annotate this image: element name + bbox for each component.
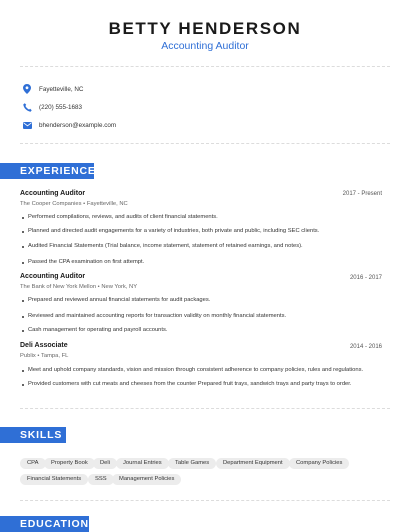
skill-chip: Table Games bbox=[168, 458, 216, 469]
job-company-line: The Bank of New York Mellon • New York, NY bbox=[20, 284, 138, 290]
contact-email bbox=[22, 119, 116, 131]
contact-phone bbox=[22, 101, 82, 113]
job-dates: 2014 - 2016 bbox=[349, 344, 382, 350]
job-bullet: Planned and directed audit engagements for a variety of industries, both private and public, including SEC clients. bbox=[28, 228, 320, 234]
email-icon bbox=[22, 120, 32, 130]
job-bullet: Provided customers with cut meats and cheeses from the counter Prepared fruit trays, sandwich trays and party trays to order. bbox=[28, 381, 352, 387]
job-bullet: Performed compilations, reviews, and audits of client financial statements. bbox=[28, 214, 218, 220]
job-bullet: Meet and uphold company standards, vision and mission through consistent adherence to company policies, rules and regulations. bbox=[28, 367, 364, 373]
divider bbox=[20, 500, 390, 501]
map-pin-icon bbox=[22, 84, 32, 94]
job-title: Accounting Auditor bbox=[20, 190, 86, 197]
candidate-role: Accounting Auditor bbox=[161, 40, 249, 52]
job-company: Publix bbox=[20, 353, 36, 359]
skill-chip: Financial Statements bbox=[20, 474, 88, 485]
job-bullet: Passed the CPA examination on first attempt. bbox=[28, 259, 145, 265]
job-company: The Bank of New York Mellon bbox=[20, 284, 97, 290]
skill-chip: Department Equipment bbox=[216, 458, 290, 469]
job-title: Accounting Auditor bbox=[20, 273, 86, 280]
skill-chip: Journal Entries bbox=[116, 458, 169, 469]
skill-chip: Property Book bbox=[44, 458, 95, 469]
candidate-name: BETTY HENDERSON bbox=[108, 19, 302, 38]
job-location: Fayetteville, NC bbox=[86, 201, 128, 207]
email-text: bhenderson@example.com bbox=[39, 121, 117, 129]
section-skills-header: SKILLS bbox=[0, 427, 66, 443]
job-company-line: The Cooper Companies • Fayetteville, NC bbox=[20, 201, 128, 207]
contact-location bbox=[22, 83, 83, 95]
divider bbox=[20, 408, 390, 409]
job-dates: 2016 - 2017 bbox=[349, 275, 382, 281]
job-bullet: Cash management for operating and payroll accounts. bbox=[28, 327, 168, 333]
skill-chip: Company Policies bbox=[289, 458, 349, 469]
job-bullet: Prepared and reviewed annual financial statements for audit packages. bbox=[28, 297, 211, 303]
skill-chip: Management Policies bbox=[112, 474, 181, 485]
divider bbox=[20, 66, 390, 67]
section-experience-header: EXPERIENCE bbox=[0, 163, 94, 179]
phone-text: (220) 555-1683 bbox=[39, 103, 83, 111]
job-company: The Cooper Companies bbox=[20, 201, 82, 207]
divider bbox=[20, 143, 390, 144]
job-dates: 2017 - Present bbox=[342, 191, 382, 197]
skill-chip: SSS bbox=[88, 474, 114, 485]
job-company-line: Publix • Tampa, FL bbox=[20, 353, 69, 359]
skill-chip: CPA bbox=[20, 458, 46, 469]
skill-chip: Deli bbox=[93, 458, 117, 469]
job-bullet: Reviewed and maintained accounting reports for transaction validity on monthly financial statements. bbox=[28, 313, 287, 319]
location-text: Fayetteville, NC bbox=[39, 85, 84, 93]
job-location: Tampa, FL bbox=[40, 353, 69, 359]
job-title: Deli Associate bbox=[20, 342, 68, 349]
job-bullet: Audited Financial Statements (Trial balance, income statement, statement of retained earnings, and notes). bbox=[28, 243, 303, 249]
phone-icon bbox=[22, 102, 32, 112]
section-education-header: EDUCATION bbox=[0, 516, 89, 532]
job-location: New York, NY bbox=[101, 284, 138, 290]
